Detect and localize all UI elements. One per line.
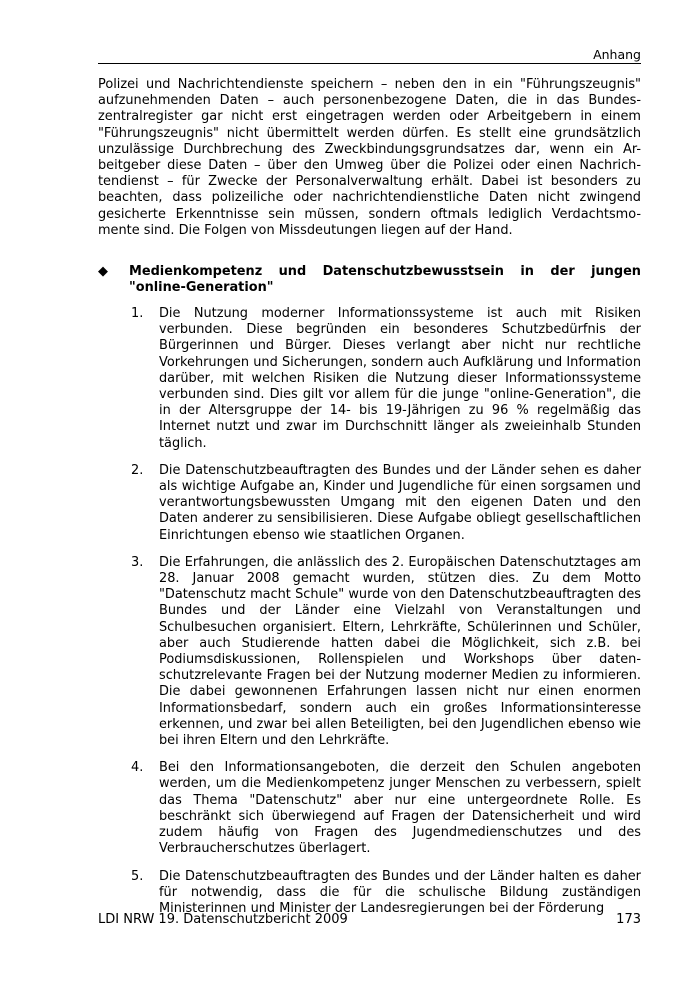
section-heading-text: Medienkompetenz und Datenschutzbewusstsein in der jungen "online-Generation" [129, 264, 641, 296]
list-item-number: 5. [131, 868, 144, 884]
list-item-text: Die Datenschutzbeauftragten des Bundes und der Länder sehen es daher als wichtige Aufgabe an, Kinder und Jugendliche für einen sorgsamen und verantwortungsbewussten Umgang mit den eigenen Daten und den Daten anderer zu sensibilisieren. Diese Aufgabe obliegt gesellschaftlichen Einrichtungen ebenso wie staatlichen Organen. [159, 462, 641, 543]
footer-page-number: 173 [616, 912, 641, 927]
list-item-text: Die Erfahrungen, die anlässlich des 2. Europäischen Datenschutztages am 28. Januar 2008 gemacht wurden, stützen dies. Zu dem Motto "Datenschutz macht Schule" wurde von den Datenschutzbeauftragten des Bundes und der Länder eine Vielzahl von Veranstaltungen und Schulbesuchen organisiert. Eltern, Lehrkräfte, Schülerinnen und Schüler, aber auch Studierende hatten dabei die Möglichkeit, sich z.B. bei Podiumsdiskussionen, Rollenspielen und Workshops über daten-schutzrelevante Fragen bei der Nutzung moderner Medien zu informieren. Die dabei gewonnenen Erfahrungen lassen nicht nur einen enormen Informationsbedarf, sondern auch ein großes Informationsinteresse erkennen, und zwar bei allen Beteiligten, bei den Jugendlichen ebenso wie bei ihren Eltern und den Lehrkräfte. [159, 554, 641, 749]
list-item-text: Die Datenschutzbeauftragten des Bundes und der Länder halten es daher für notwendig, dass die für die schulische Bildung zuständigen Ministerinnen und Minister der Landesregierungen bei der Förderung [159, 868, 641, 916]
list-item [98, 463, 641, 544]
numbered-list [98, 306, 641, 928]
diamond-bullet-icon: ◆ [98, 264, 108, 279]
list-item [98, 555, 641, 749]
list-item-number: 3. [131, 554, 144, 570]
list-item [98, 760, 641, 857]
page-header [98, 47, 641, 64]
list-item-number: 1. [131, 306, 144, 321]
list-item [98, 869, 641, 918]
list-item-text: Die Nutzung moderner Informationssysteme ist auch mit Risiken verbunden. Diese begründen ein besonderes Schutzbedürfnis der Bürgerinnen und Bürger. Dieses verlangt aber nicht nur rechtliche Vorkehrungen und Sicherungen, sondern auch Aufklärung und Information darüber, mit welchen Risiken die Nutzung dieser Informationssysteme verbunden sind. Dies gilt vor allem für die junge "online-Generation", die in der Altersgruppe der 14- bis 19-Jährigen zu 96 % regelmäßig das Internet nutzt und zwar im Durchschnitt länger als zweieinhalb Stunden täglich. [159, 306, 641, 451]
list-item [98, 306, 641, 452]
list-item-text: Bei den Informationsangeboten, die derzeit den Schulen angeboten werden, um die Medienkompetenz junger Menschen zu verbessern, spielt das Thema "Datenschutz" aber nur eine untergeordnete Rolle. Es beschränkt sich überwiegend auf Fragen der Datensicherheit und wird zudem häufig von Fragen des Jugendmedienschutzes und des Verbraucherschutzes überlagert. [159, 760, 641, 857]
intro-paragraph: Polizei und Nachrichtendienste speichern – neben den in ein "Führungszeugnis" aufzunehmenden Daten – auch personenbezogene Daten, die in das Bundes-zentralregister gar nicht erst eingetragen werden oder Arbeitgebern in einem "Führungszeugnis" nicht übermittelt werden dürfen. Es stellt eine grundsätzlich unzulässige Durchbrechung des Zweckbindungsgrundsatzes dar, wenn ein Ar-beitgeber diese Daten – über den Umweg über die Polizei oder einen Nachrich-tendienst – für Zwecke der Personalverwaltung erhält. Dabei ist besonders zu beachten, dass polizeiliche oder nachrichtendienstliche Daten nicht zwingend gesicherte Erkenntnisse sein müssen, sondern oftmals lediglich Verdachtsmo-mente sind. Die Folgen von Missdeutungen liegen auf der Hand. [98, 77, 641, 238]
list-item-number: 2. [131, 462, 144, 478]
footer-report-title: LDI NRW 19. Datenschutzbericht 2009 [98, 912, 348, 927]
list-item-number: 4. [131, 760, 144, 776]
section-title: Anhang [593, 47, 641, 62]
